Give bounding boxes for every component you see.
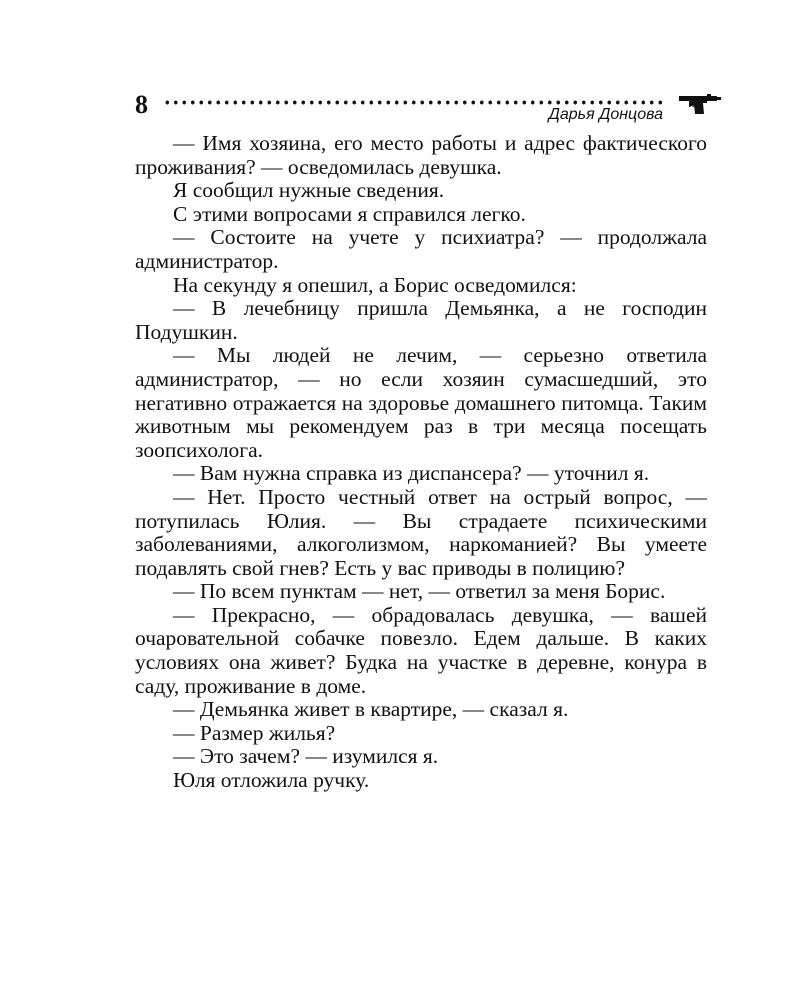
running-header: [135, 88, 707, 132]
paragraph: — Демьянка живет в квартире, — сказал я.: [173, 697, 569, 722]
dotted-rule: [163, 100, 663, 105]
author-name: Дарья Донцова: [548, 106, 663, 123]
paragraph: С этими вопросами я справился легко.: [173, 201, 526, 226]
paragraph: — Вам нужна справка из диспансера? — уточнил я.: [173, 461, 650, 486]
body-text: [135, 132, 707, 793]
paragraph: — В лечебницу пришла Демьянка, а не господин Подушкин.: [135, 296, 707, 344]
paragraph: — Нет. Просто честный ответ на острый вопрос, — потупилась Юлия. — Вы страдаете психическими заболеваниями, алкоголизмом, наркоманией? Вы умеете подавлять свой гнев? Есть у вас приводы в полицию?: [135, 484, 707, 580]
paragraph: — Мы людей не лечим, — серьезно ответила администратор, — но если хозяин сумасшедший, это негативно отражается на здоровье домашнего питомца. Таким животным мы рекомендуем раз в три месяца посещать зоопсихолога.: [135, 343, 707, 462]
paragraph: Юля отложила ручку.: [173, 768, 370, 793]
paragraph: — Это зачем? — изумился я.: [173, 744, 439, 769]
paragraph: — Прекрасно, — обрадовалась девушка, — вашей очаровательной собачке повезло. Едем дальше. В каких условиях она живет? Будка на участке в деревне, конура в саду, проживание в доме.: [135, 602, 707, 698]
paragraph: — Имя хозяина, его место работы и адрес фактического проживания? — осведомилась девушка.: [135, 131, 707, 179]
paragraph: — Состоите на учете у психиатра? — продолжала администратор.: [135, 225, 707, 273]
paragraph: На секунду я опешил, а Борис осведомился:: [173, 272, 577, 297]
book-page: [135, 88, 707, 793]
paragraph: Я сообщил нужные сведения.: [173, 178, 445, 203]
paragraph: — Размер жилья?: [173, 720, 336, 745]
paragraph: — По всем пунктам — нет, — ответил за меня Борис.: [173, 579, 666, 604]
pistol-icon: [677, 92, 723, 116]
page-number: 8: [135, 90, 148, 119]
